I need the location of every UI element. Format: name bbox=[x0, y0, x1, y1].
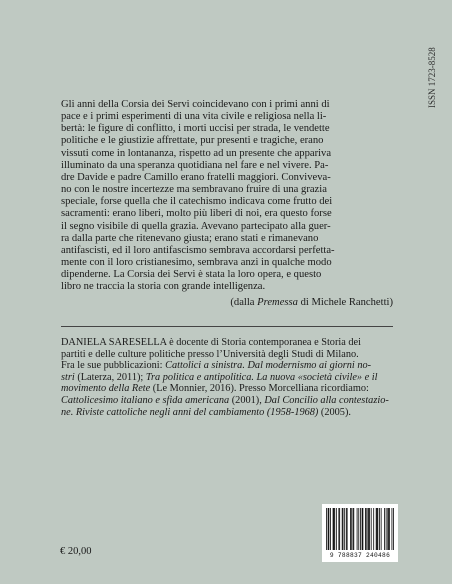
bio-book-title: Tra politica e antipolitica. La nuova «società civile» e il bbox=[145, 371, 378, 383]
barcode-bar bbox=[343, 508, 344, 550]
barcode-bar bbox=[365, 508, 366, 550]
bio-line bbox=[61, 360, 393, 372]
price-label: € 20,00 bbox=[60, 546, 92, 557]
barcode-bar bbox=[338, 508, 339, 550]
premessa-line: dipenderne. La Corsia dei Servi è stata la loro opera, e questo bbox=[61, 269, 322, 281]
attribution-open: (dalla bbox=[230, 296, 258, 308]
premessa-line: antifascisti, ed il loro antifascismo sembrava accordarsi perfetta- bbox=[61, 244, 335, 256]
isbn-barcode bbox=[322, 504, 398, 562]
barcode-bar bbox=[386, 508, 387, 550]
barcode-bar bbox=[351, 508, 352, 550]
barcode-bar bbox=[344, 508, 345, 550]
bio-text: (Le Monnier, 2016). Presso Morcelliana ricordiamo: bbox=[150, 383, 369, 395]
barcode-bar bbox=[366, 508, 367, 550]
bio-text: (Laterza, 2011); bbox=[74, 371, 146, 383]
bio-text: (2005). bbox=[318, 406, 351, 418]
barcode-bar bbox=[362, 508, 363, 550]
barcode-bar bbox=[360, 508, 361, 550]
barcode-bar bbox=[362, 508, 363, 550]
barcode-bar bbox=[334, 508, 335, 550]
premessa-line: sacramenti: erano liberi, molto più liberi di noi, era questo forse bbox=[61, 208, 332, 220]
barcode-bar bbox=[330, 508, 331, 550]
premessa-line: bertà: le figure di conflitto, i morti uccisi per strada, le vendette bbox=[61, 123, 330, 135]
attribution-title: Premessa bbox=[257, 296, 298, 308]
premessa-line: pace e i primi esperimenti di una vita civile e religiosa nella li- bbox=[61, 111, 327, 123]
premessa-line: vissuti come in lontananza, rispetto ad un presente che appariva bbox=[61, 147, 332, 159]
premessa-line: illuminato da una speranza quotidiana nel fare e nel vivere. Pa- bbox=[61, 159, 329, 171]
premessa-attribution bbox=[61, 297, 393, 309]
barcode-bar bbox=[328, 508, 329, 550]
barcode-bar bbox=[339, 508, 340, 550]
premessa-line: Gli anni della Corsia dei Servi coincidevano con i primi anni di bbox=[61, 99, 330, 110]
barcode-bar bbox=[350, 508, 351, 550]
barcode-bar bbox=[371, 508, 372, 550]
premessa-line: speciale, forse quella che il catechismo indicava come frutto dei bbox=[61, 196, 333, 208]
barcode-bar bbox=[373, 508, 374, 550]
bio-text: (2001), bbox=[229, 394, 265, 406]
premessa-line: mente con il loro cristianesimo, sembrava anzi in qualche modo bbox=[61, 257, 332, 269]
barcode-bar bbox=[336, 508, 337, 550]
barcode-bar bbox=[353, 508, 354, 550]
bio-line bbox=[61, 372, 393, 384]
bio-book-title: Dal Concilio alla contestazio- bbox=[264, 394, 389, 406]
bio-line bbox=[61, 395, 393, 407]
section-divider bbox=[61, 326, 393, 327]
bio-book-title: Cattolicesimo italiano e sfida americana bbox=[61, 394, 230, 406]
premessa-excerpt bbox=[61, 99, 393, 309]
barcode-bar bbox=[347, 508, 348, 550]
barcode-bar bbox=[369, 508, 370, 550]
premessa-body bbox=[61, 99, 393, 294]
barcode-bar bbox=[389, 508, 390, 550]
barcode-bar bbox=[393, 508, 394, 550]
barcode-bar bbox=[357, 508, 358, 550]
premessa-line: ra dalla parte che ritenevano giusta; erano stati e rimanevano bbox=[61, 232, 319, 244]
barcode-bar bbox=[353, 508, 354, 550]
barcode-bar bbox=[392, 508, 393, 550]
attribution-close: di Michele Ranchetti) bbox=[297, 296, 393, 308]
barcode-bars bbox=[326, 508, 394, 550]
barcode-bar bbox=[333, 508, 334, 550]
barcode-bar bbox=[358, 508, 359, 550]
barcode-bar bbox=[333, 508, 334, 550]
barcode-bar bbox=[379, 508, 380, 550]
barcode-bar bbox=[376, 508, 377, 550]
bio-line bbox=[61, 383, 393, 395]
barcode-bar bbox=[367, 508, 368, 550]
premessa-line: il segno visibile di quella grazia. Avevano partecipato alla guer- bbox=[61, 220, 331, 232]
barcode-bar bbox=[381, 508, 382, 550]
bio-text: Fra le sue pubblicazioni: bbox=[61, 360, 166, 372]
bio-book-title: stri bbox=[61, 371, 75, 383]
bio-line: DANIELA SARESELLA è docente di Storia contemporanea e Storia dei bbox=[61, 337, 361, 348]
barcode-bar bbox=[326, 508, 327, 550]
bio-line bbox=[61, 407, 393, 419]
premessa-line: no con le nostre incertezze ma sembravano fruire di una grazia bbox=[61, 184, 327, 196]
barcode-bar bbox=[342, 508, 343, 550]
bio-book-title: Cattolici a sinistra. Dal modernismo ai giorni no- bbox=[165, 360, 372, 372]
premessa-line: libro ne traccia la storia con grande intelligenza. bbox=[61, 281, 266, 293]
barcode-bar bbox=[377, 508, 378, 550]
barcode-bar bbox=[328, 508, 329, 550]
barcode-bar bbox=[387, 508, 388, 550]
bio-book-title: ne. Riviste cattoliche negli anni del cambiamento (1958-1968) bbox=[61, 406, 319, 418]
bio-book-title: movimento della Rete bbox=[61, 383, 151, 395]
barcode-bar bbox=[388, 508, 389, 550]
barcode-bar bbox=[377, 508, 378, 550]
premessa-line: politiche e le giustizie affrettate, pur presenti e tragiche, erano bbox=[61, 135, 324, 147]
bio-line: partiti e delle culture politiche presso l’Università degli Studi di Milano. bbox=[61, 348, 359, 360]
issn-label: ISSN 1723-8528 bbox=[427, 47, 437, 108]
author-bio bbox=[61, 337, 393, 418]
barcode-bar bbox=[368, 508, 369, 550]
barcode-number: 9 788837 240486 bbox=[329, 552, 391, 559]
barcode-bar bbox=[384, 508, 385, 550]
premessa-line: dre Davide e padre Camillo erano fratelli maggiori. Conviveva- bbox=[61, 171, 331, 183]
barcode-bar bbox=[346, 508, 347, 550]
